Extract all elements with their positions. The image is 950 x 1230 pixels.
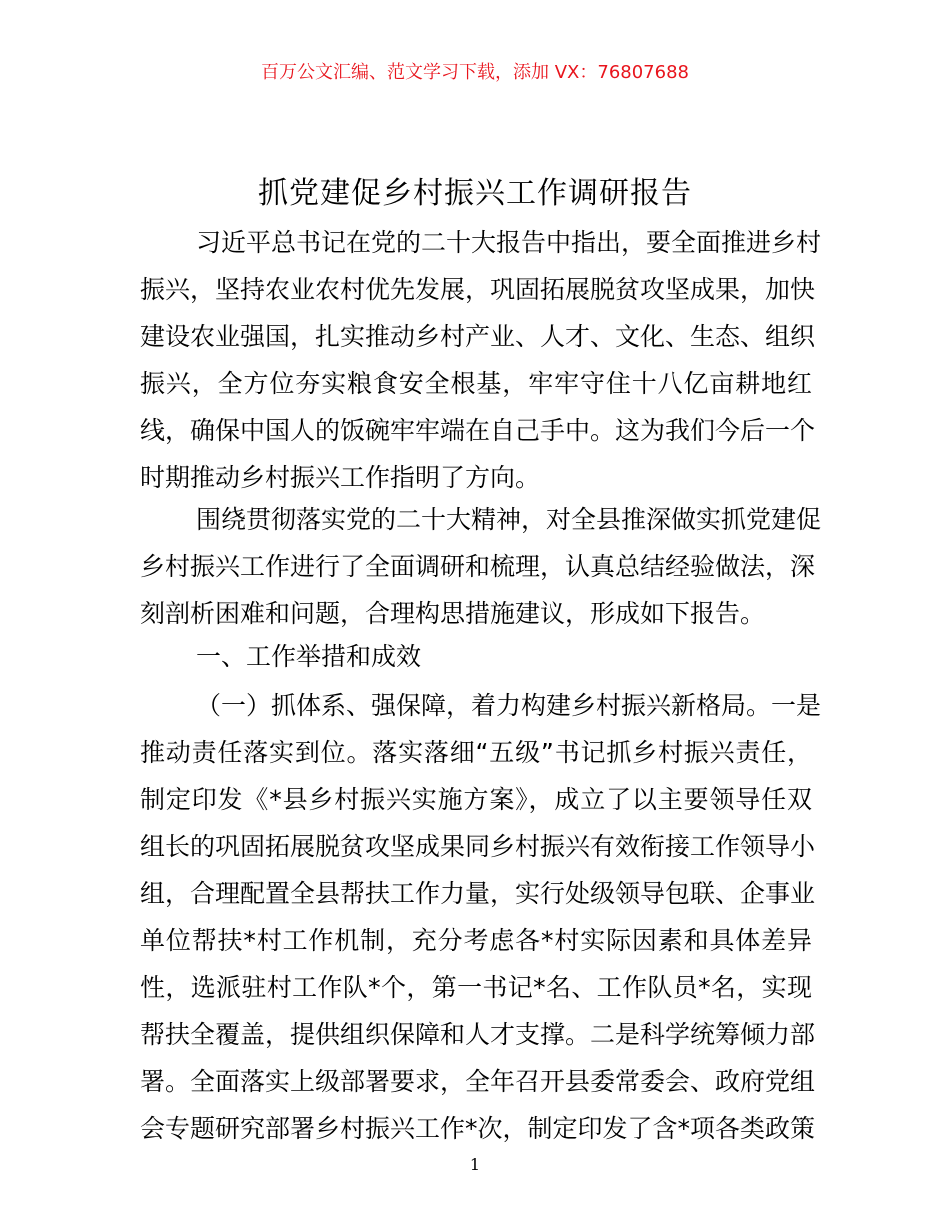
paragraph-line: 帮扶全覆盖，提供组织保障和人才支撑。二是科学统筹倾力部 [140, 1020, 816, 1049]
paragraph-line: 建设农业强国，扎实推动乡村产业、人才、文化、生态、组织 [140, 322, 816, 351]
document-title: 抓党建促乡村振兴工作调研报告 [258, 176, 692, 211]
watermark-header: 百万公文汇编、范文学习下载，添加 VX：76807688 [261, 62, 689, 83]
paragraph-line: 署。全面落实上级部署要求，全年召开县委常委会、政府党组 [140, 1067, 816, 1096]
paragraph-line: 围绕贯彻落实党的二十大精神，对全县推深做实抓党建促 [196, 505, 822, 534]
paragraph-line: 推动责任落实到位。落实落细“五级”书记抓乡村振兴责任， [140, 738, 812, 767]
paragraph-line: （一）抓体系、强保障，着力构建乡村振兴新格局。一是 [196, 691, 822, 720]
paragraph-line: 振兴，坚持农业农村优先发展，巩固拓展脱贫攻坚成果，加快 [140, 275, 816, 304]
paragraph-line: 乡村振兴工作进行了全面调研和梳理，认真总结经验做法，深 [140, 552, 816, 581]
paragraph-line: 组，合理配置全县帮扶工作力量，实行处级领导包联、企事业 [140, 879, 816, 908]
page-number: 1 [469, 1155, 481, 1174]
section-heading: 一、工作举措和成效 [196, 642, 422, 671]
paragraph-line: 刻剖析困难和问题，合理构思措施建议，形成如下报告。 [140, 599, 766, 628]
paragraph-line: 线，确保中国人的饭碗牢牢端在自己手中。这为我们今后一个 [140, 416, 816, 445]
paragraph-line: 组长的巩固拓展脱贫攻坚成果同乡村振兴有效衔接工作领导小 [140, 832, 816, 861]
paragraph-line: 性，选派驻村工作队*个，第一书记*名、工作队员*名，实现 [140, 973, 812, 1002]
paragraph-line: 时期推动乡村振兴工作指明了方向。 [140, 463, 541, 492]
paragraph-line: 会专题研究部署乡村振兴工作*次，制定印发了含*项各类政策 [140, 1114, 816, 1143]
paragraph-line: 振兴，全方位夯实粮食安全根基，牢牢守住十八亿亩耕地红 [140, 369, 812, 398]
paragraph-line: 制定印发《*县乡村振兴实施方案》，成立了以主要领导任双 [140, 785, 812, 814]
paragraph-line: 习近平总书记在党的二十大报告中指出，要全面推进乡村 [196, 228, 822, 257]
paragraph-line: 单位帮扶*村工作机制，充分考虑各*村实际因素和具体差异 [140, 926, 812, 955]
